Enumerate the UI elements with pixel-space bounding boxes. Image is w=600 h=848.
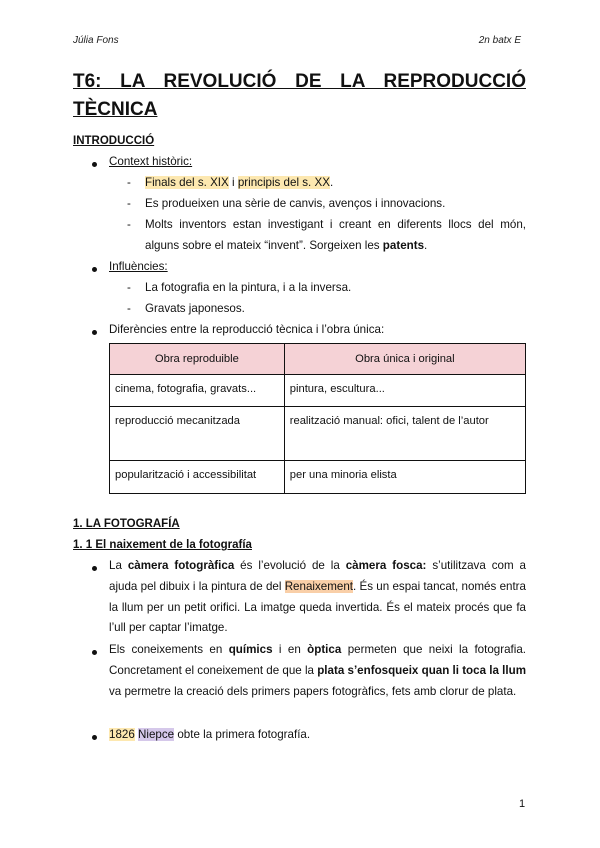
section-heading-photography: 1. LA FOTOGRAFÍA [73, 518, 180, 530]
table-cell: cinema, fotografia, gravats... [110, 375, 285, 407]
dash-marker: - [127, 218, 131, 231]
influence-item-1: La fotografia en la pintura, i a la inversa. [145, 281, 352, 294]
page-title: T6: LA REVOLUCIÓ DE LA REPRODUCCIÓ TÈCNICA [73, 71, 526, 120]
first-photo-item [109, 725, 310, 746]
bold-silver-darkens: plata s’enfosqueix quan li toca la llum [317, 663, 526, 677]
knowledge-paragraph [109, 640, 526, 702]
text: s’utilitzava com a ajuda pel dibuix i la pintura de del [109, 559, 526, 593]
bullet-dot [92, 735, 97, 740]
table-cell: reproducció mecanitzada [110, 407, 285, 461]
header-class: 2n batx E [478, 35, 521, 46]
table-row [110, 375, 526, 407]
camera-paragraph [109, 556, 526, 639]
page-number: 1 [519, 798, 526, 810]
bold-optics: òptica [307, 643, 342, 656]
text: . És un espai tancat, només entra la llum per un petit orifici. La imatge queda invertida. És el mateix procés que fa l’ull per captar l’imatge. [109, 579, 526, 635]
bullet-dot [92, 330, 97, 335]
text: i [228, 176, 238, 189]
bold-camera: càmera fotogràfica [127, 559, 235, 572]
highlight-renaissance: Renaixement [284, 579, 353, 593]
dash-marker: - [127, 281, 131, 294]
intro-heading: INTRODUCCIÓ [73, 135, 155, 147]
dash-marker: - [127, 302, 131, 315]
table-header-reproducible: Obra reproduible [110, 344, 285, 375]
table-header-row [110, 344, 526, 375]
text: La [109, 559, 128, 572]
table-row [110, 461, 526, 494]
bullet-dot [92, 566, 97, 571]
influences-label: Influències: [109, 260, 168, 273]
differences-label: Diferències entre la reproducció tècnica i l’obra única: [109, 323, 385, 336]
header-author: Júlia Fons [73, 35, 119, 46]
table-header-unique: Obra única i original [284, 344, 525, 375]
bold-camera-obscura: càmera fosca: [345, 559, 427, 572]
bold-chemicals: químics [228, 643, 273, 656]
text: és l’evolució de la [234, 559, 346, 572]
context-item-3 [145, 215, 526, 257]
subsection-heading-birth: 1. 1 El naixement de la fotografía [73, 539, 252, 551]
table-cell: realització manual: ofici, talent de l’autor [284, 407, 525, 461]
highlight-century-19: Finals del s. XIX [145, 176, 229, 189]
text: Els coneixements en [109, 643, 229, 656]
table-row [110, 407, 526, 461]
dash-marker: - [127, 197, 131, 210]
influence-item-2: Gravats japonesos. [145, 302, 245, 315]
comparison-table [109, 343, 526, 494]
text: permeten que neixi la fotografia. Concretament el coneixement de que la [109, 643, 527, 677]
text: . [424, 238, 428, 252]
highlight-century-20: principis del s. XX [237, 176, 330, 189]
dash-marker: - [127, 176, 131, 189]
highlight-niepce: Niepce [138, 728, 175, 741]
text: i en [272, 643, 308, 656]
bullet-dot [92, 267, 97, 272]
table-cell: pintura, escultura... [284, 375, 525, 407]
text: Molts inventors estan investigant i creant en diferents llocs del món, alguns sobre el mateix “invent”. Sorgeixen les [145, 218, 526, 252]
text: obte la primera fotografía. [174, 728, 311, 741]
table-cell: per una minoria elista [284, 461, 525, 494]
context-label: Context històric: [109, 155, 193, 168]
bullet-dot [92, 162, 97, 167]
highlight-year: 1826 [109, 728, 135, 741]
table-cell: popularització i accessibilitat [110, 461, 285, 494]
patents-bold: patents [382, 238, 425, 252]
context-item-2: Es produeixen una sèrie de canvis, avenços i innovacions. [145, 197, 446, 210]
bullet-dot [92, 650, 97, 655]
text: . [329, 176, 334, 189]
context-item-1 [145, 173, 333, 194]
text: va permetre la creació dels primers papers fotogràfics, fets amb clorur de plata. [109, 684, 517, 698]
